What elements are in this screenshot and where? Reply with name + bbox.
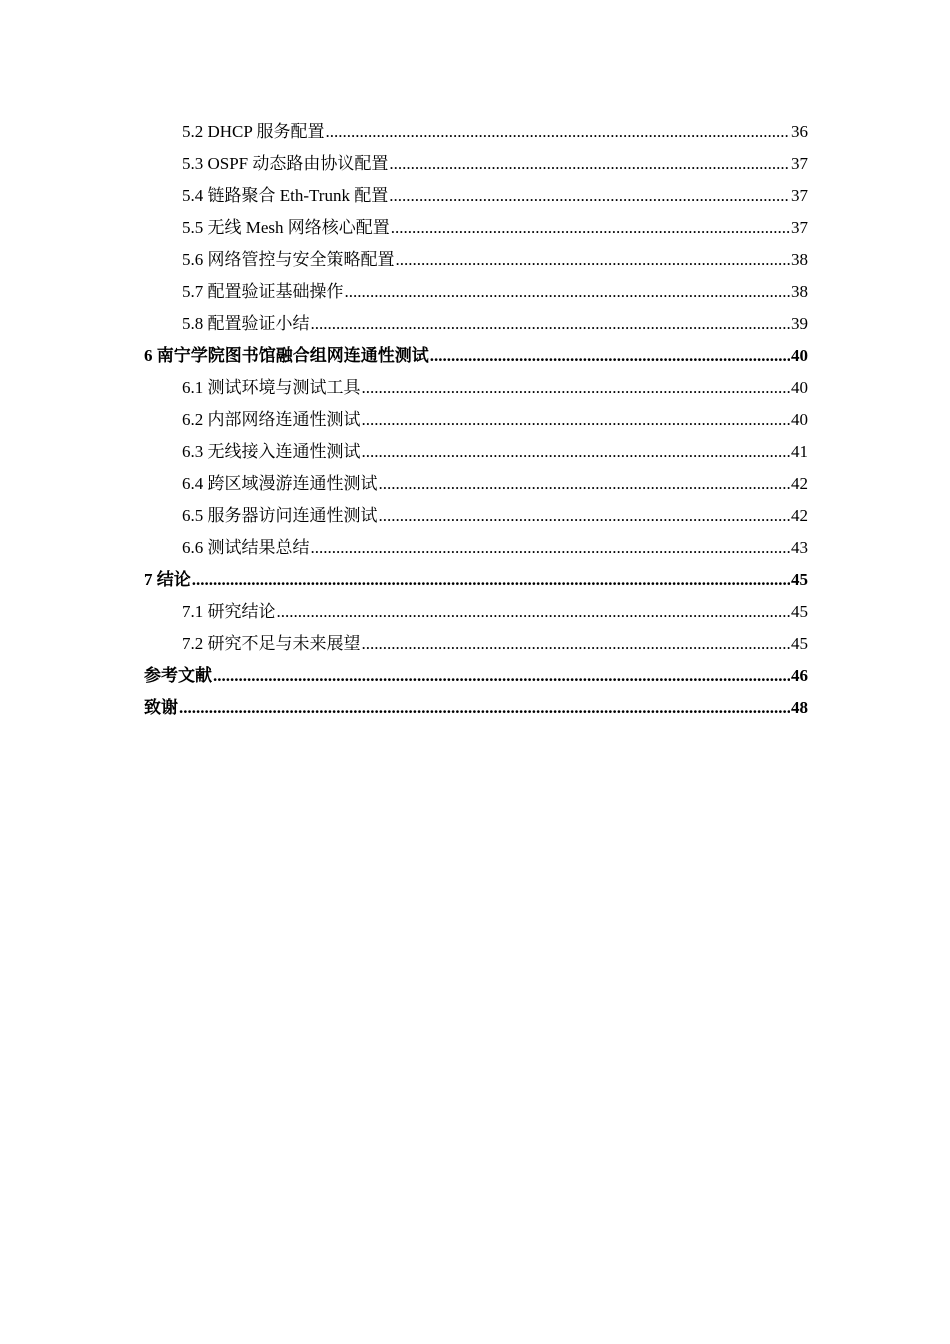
toc-entry-5-7[interactable] bbox=[144, 276, 808, 308]
toc-page-number: 38 bbox=[791, 250, 808, 269]
toc-dot-leader bbox=[362, 436, 791, 468]
toc-entry-label: 5.4 链路聚合 Eth-Trunk 配置 bbox=[182, 186, 389, 205]
toc-dot-leader bbox=[362, 404, 791, 436]
toc-dot-leader bbox=[311, 308, 791, 340]
toc-dot-leader bbox=[389, 180, 790, 212]
toc-page-number: 38 bbox=[791, 282, 808, 301]
toc-page-number: 43 bbox=[791, 538, 808, 557]
toc-dot-leader bbox=[379, 468, 791, 500]
toc-entry-7-2[interactable] bbox=[144, 628, 808, 660]
toc-entry-label: 6 南宁学院图书馆融合组网连通性测试 bbox=[144, 346, 429, 365]
toc-entry-label: 6.6 测试结果总结 bbox=[182, 538, 310, 557]
toc-page-number: 45 bbox=[791, 634, 808, 653]
toc-dot-leader bbox=[277, 596, 791, 628]
toc-page-number: 42 bbox=[791, 506, 808, 525]
toc-entry-label: 7.1 研究结论 bbox=[182, 602, 276, 621]
toc-page-number: 45 bbox=[791, 602, 808, 621]
toc-entry-label: 5.8 配置验证小结 bbox=[182, 314, 310, 333]
toc-dot-leader bbox=[213, 660, 790, 692]
toc-dot-leader bbox=[345, 276, 791, 308]
toc-entry-references[interactable] bbox=[144, 660, 808, 692]
toc-page-number: 40 bbox=[791, 346, 808, 365]
toc-entry-6-6[interactable] bbox=[144, 532, 808, 564]
toc-entry-6-4[interactable] bbox=[144, 468, 808, 500]
table-of-contents bbox=[144, 116, 808, 724]
toc-entry-6-2[interactable] bbox=[144, 404, 808, 436]
toc-dot-leader bbox=[311, 532, 791, 564]
toc-entry-6-3[interactable] bbox=[144, 436, 808, 468]
toc-entry-label: 参考文献 bbox=[144, 666, 212, 685]
toc-entry-5-5[interactable] bbox=[144, 212, 808, 244]
toc-page-number: 36 bbox=[791, 122, 808, 141]
toc-page-number: 45 bbox=[791, 570, 808, 589]
toc-dot-leader bbox=[389, 148, 790, 180]
toc-dot-leader bbox=[325, 116, 790, 148]
toc-entry-label: 5.5 无线 Mesh 网络核心配置 bbox=[182, 218, 390, 237]
toc-entry-label: 5.7 配置验证基础操作 bbox=[182, 282, 344, 301]
toc-dot-leader bbox=[391, 212, 790, 244]
toc-entry-7-1[interactable] bbox=[144, 596, 808, 628]
toc-entry-label: 致谢 bbox=[144, 698, 178, 717]
toc-entry-label: 6.3 无线接入连通性测试 bbox=[182, 442, 361, 461]
toc-dot-leader bbox=[396, 244, 791, 276]
toc-page-number: 39 bbox=[791, 314, 808, 333]
toc-page-number: 48 bbox=[791, 698, 808, 717]
toc-entry-label: 6.1 测试环境与测试工具 bbox=[182, 378, 361, 397]
toc-page-number: 37 bbox=[791, 154, 808, 173]
toc-entry-label: 6.4 跨区域漫游连通性测试 bbox=[182, 474, 378, 493]
toc-dot-leader bbox=[179, 692, 790, 724]
toc-dot-leader bbox=[192, 564, 790, 596]
toc-entry-5-4[interactable] bbox=[144, 180, 808, 212]
toc-entry-label: 5.3 OSPF 动态路由协议配置 bbox=[182, 154, 389, 173]
toc-entry-label: 5.6 网络管控与安全策略配置 bbox=[182, 250, 395, 269]
toc-entry-chapter-6[interactable] bbox=[144, 340, 808, 372]
toc-entry-5-2[interactable] bbox=[144, 116, 808, 148]
toc-page-number: 42 bbox=[791, 474, 808, 493]
toc-page-number: 40 bbox=[791, 410, 808, 429]
toc-entry-label: 6.2 内部网络连通性测试 bbox=[182, 410, 361, 429]
toc-entry-6-5[interactable] bbox=[144, 500, 808, 532]
toc-dot-leader bbox=[362, 628, 791, 660]
toc-entry-label: 5.2 DHCP 服务配置 bbox=[182, 122, 325, 141]
toc-page-number: 41 bbox=[791, 442, 808, 461]
toc-page-number: 46 bbox=[791, 666, 808, 685]
toc-page-number: 40 bbox=[791, 378, 808, 397]
toc-page-number: 37 bbox=[791, 186, 808, 205]
toc-dot-leader bbox=[362, 372, 791, 404]
toc-page-number: 37 bbox=[791, 218, 808, 237]
toc-entry-chapter-7[interactable] bbox=[144, 564, 808, 596]
toc-entry-5-6[interactable] bbox=[144, 244, 808, 276]
toc-entry-5-3[interactable] bbox=[144, 148, 808, 180]
toc-entry-label: 7.2 研究不足与未来展望 bbox=[182, 634, 361, 653]
toc-entry-acknowledgements[interactable] bbox=[144, 692, 808, 724]
toc-entry-5-8[interactable] bbox=[144, 308, 808, 340]
toc-entry-6-1[interactable] bbox=[144, 372, 808, 404]
toc-dot-leader bbox=[379, 500, 791, 532]
toc-dot-leader bbox=[430, 340, 790, 372]
toc-entry-label: 6.5 服务器访问连通性测试 bbox=[182, 506, 378, 525]
toc-entry-label: 7 结论 bbox=[144, 570, 191, 589]
